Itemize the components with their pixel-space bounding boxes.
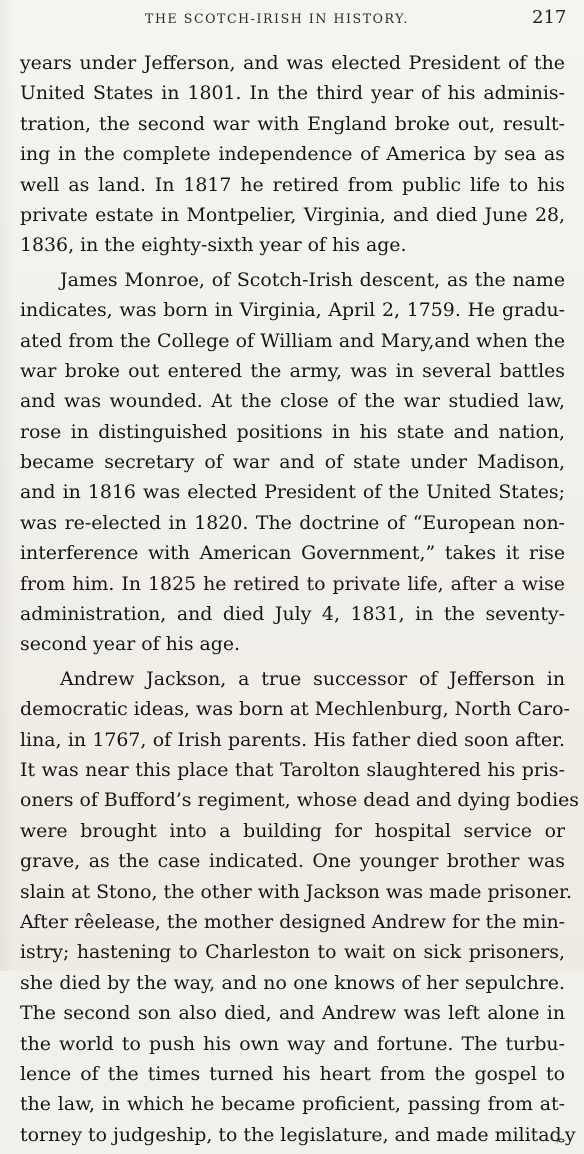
text-line: 1836, in the eighty-sixth year of his age. — [20, 234, 407, 257]
running-head: THE SCOTCH-IRISH IN HISTORY. — [145, 11, 409, 26]
text-line: she died by the way, and no one knows of her sepulchre. — [20, 971, 565, 994]
text-line: from him. In 1825 he retired to private life, after a wise — [20, 572, 565, 595]
text-line: It was near this place that Tarolton slaughtered his pris- — [20, 758, 565, 781]
text-line: interference with American Government,” takes it rise — [20, 542, 565, 565]
text-line: second year of his age. — [20, 633, 241, 656]
text-line: rose in distinguished positions in his state and nation, — [20, 420, 565, 443]
text-line: tration, the second war with England broke out, result- — [20, 112, 565, 135]
text-line: the world to push his own way and fortune. The turbu- — [20, 1032, 565, 1055]
text-line: war broke out entered the army, was in several battles — [20, 359, 565, 382]
text-line: Andrew Jackson, a true successor of Jefferson in — [60, 667, 565, 690]
text-line: oners of Bufford’s regiment, whose dead and dying bodies — [20, 789, 579, 812]
text-line: administration, and died July 4, 1831, in the seventy- — [20, 603, 565, 626]
page-header — [0, 7, 584, 31]
text-line: United States in 1801. In the third year of his adminis- — [20, 82, 565, 105]
text-line: was re-elected in 1820. The doctrine of “European non- — [20, 511, 565, 534]
text-line: lina, in 1767, of Irish parents. His father died soon after. — [20, 728, 565, 751]
text-line: After rêelease, the mother designed Andrew for the min- — [20, 910, 565, 933]
text-line: indicates, was born in Virginia, April 2, 1759. He gradu- — [20, 299, 565, 322]
text-line: lence of the times turned his heart from the gospel to — [20, 1062, 565, 1085]
text-line: democratic ideas, was born at Mechlenburg, North Caro- — [20, 698, 570, 721]
text-line: private estate in Montpelier, Virginia, and died June 28, — [20, 203, 565, 226]
text-line: and in 1816 was elected President of the United States; — [20, 481, 565, 504]
page-edge-shadow — [0, 0, 14, 971]
text-line: James Monroe, of Scotch-Irish descent, as the name — [60, 268, 565, 291]
paragraph — [20, 265, 565, 660]
body-text — [20, 48, 579, 1154]
text-line: and was wounded. At the close of the war studied law, — [20, 390, 565, 413]
page-number: 217 — [532, 7, 567, 28]
text-line: well as land. In 1817 he retired from public life to his — [20, 173, 565, 196]
paragraph — [20, 664, 579, 1150]
text-line: The second son also died, and Andrew was left alone in — [20, 1002, 565, 1025]
text-line: ing in the complete independence of America by sea as — [20, 143, 565, 166]
paragraph — [20, 48, 565, 261]
text-line: grave, as the case indicated. One younger brother was — [20, 850, 565, 873]
text-line: slain at Stono, the other with Jackson was made prisoner. — [20, 880, 573, 903]
text-line: became secretary of war and of state under Madison, — [20, 451, 565, 474]
text-line: ated from the College of William and Mary,and when the — [20, 329, 565, 352]
text-line: years under Jefferson, and was elected President of the — [20, 52, 565, 74]
text-line: were brought into a building for hospital service or — [20, 819, 565, 842]
text-line: torney to judgeship, to the legislature, and made militaȡy — [20, 1123, 576, 1146]
text-line: the law, in which he became proficient, passing from at- — [20, 1093, 565, 1116]
text-line: istry; hastening to Charleston to wait on sick prisoners, — [20, 941, 565, 964]
